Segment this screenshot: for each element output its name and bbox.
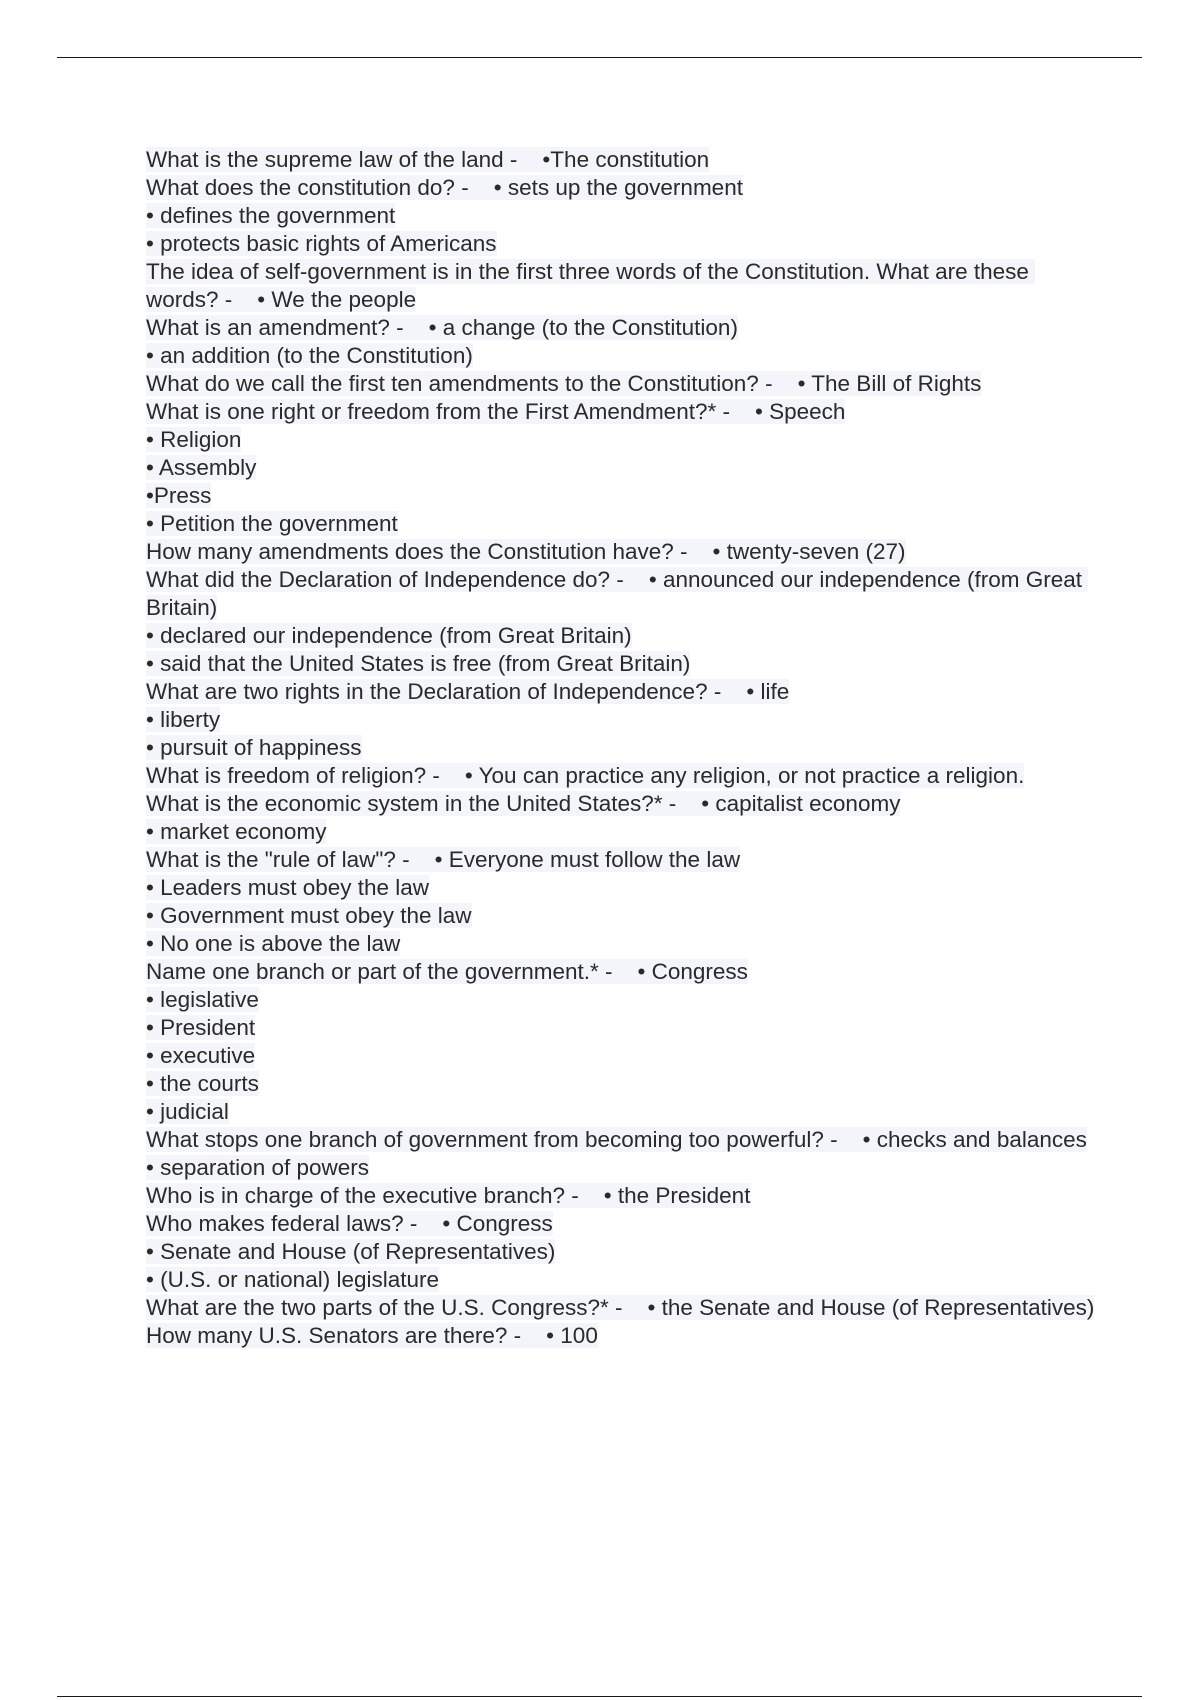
text-line: • Government must obey the law	[146, 903, 472, 928]
text-line: What are the two parts of the U.S. Congress?* - • the Senate and House (of Representatives)	[146, 1295, 1095, 1320]
text-line: What is one right or freedom from the First Amendment?* - • Speech	[146, 399, 846, 424]
text-line: What stops one branch of government from becoming too powerful? - • checks and balances	[146, 1127, 1087, 1152]
text-line: • said that the United States is free (from Great Britain)	[146, 651, 691, 676]
text-line: • (U.S. or national) legislature	[146, 1267, 440, 1292]
text-line: What is the economic system in the United States?* - • capitalist economy	[146, 791, 901, 816]
text-line: Name one branch or part of the government.* - • Congress	[146, 959, 748, 984]
document-body	[146, 146, 1096, 1350]
header-rule	[57, 57, 1142, 58]
text-line: • separation of powers	[146, 1155, 370, 1180]
text-line: • executive	[146, 1043, 256, 1068]
text-line: • liberty	[146, 707, 221, 732]
text-line: What is the supreme law of the land - •The constitution	[146, 147, 710, 172]
text-line: • Religion	[146, 427, 242, 452]
text-line: What did the Declaration of Independence do? - • announced our independence (from Great Britain)	[146, 567, 1089, 620]
text-line: •Press	[146, 483, 212, 508]
text-line: • No one is above the law	[146, 931, 401, 956]
text-line: • President	[146, 1015, 256, 1040]
text-line: Who is in charge of the executive branch? - • the President	[146, 1183, 751, 1208]
text-line: The idea of self-government is in the first three words of the Constitution. What are these words? - • We the people	[146, 259, 1036, 312]
text-line: • judicial	[146, 1099, 229, 1124]
text-line: What do we call the first ten amendments to the Constitution? - • The Bill of Rights	[146, 371, 982, 396]
text-line: • declared our independence (from Great Britain)	[146, 623, 632, 648]
text-line: What is freedom of religion? - • You can practice any religion, or not practice a religion.	[146, 763, 1025, 788]
text-line: • defines the government	[146, 203, 396, 228]
text-line: Who makes federal laws? - • Congress	[146, 1211, 553, 1236]
text-line: • Assembly	[146, 455, 257, 480]
text-line: How many U.S. Senators are there? - • 100	[146, 1323, 598, 1348]
text-line: What are two rights in the Declaration of Independence? - • life	[146, 679, 790, 704]
text-line: • Leaders must obey the law	[146, 875, 430, 900]
text-line: What is an amendment? - • a change (to the Constitution)	[146, 315, 738, 340]
text-line: What does the constitution do? - • sets up the government	[146, 175, 743, 200]
text-line: • Senate and House (of Representatives)	[146, 1239, 556, 1264]
text-line: • an addition (to the Constitution)	[146, 343, 473, 368]
text-line: • legislative	[146, 987, 259, 1012]
text-line: • Petition the government	[146, 511, 398, 536]
text-line: • market economy	[146, 819, 327, 844]
text-line: What is the "rule of law"? - • Everyone must follow the law	[146, 847, 741, 872]
text-line: How many amendments does the Constitution have? - • twenty-seven (27)	[146, 539, 906, 564]
text-line: • pursuit of happiness	[146, 735, 362, 760]
footer-rule	[57, 1696, 1142, 1697]
text-line: • protects basic rights of Americans	[146, 231, 497, 256]
text-line: • the courts	[146, 1071, 259, 1096]
